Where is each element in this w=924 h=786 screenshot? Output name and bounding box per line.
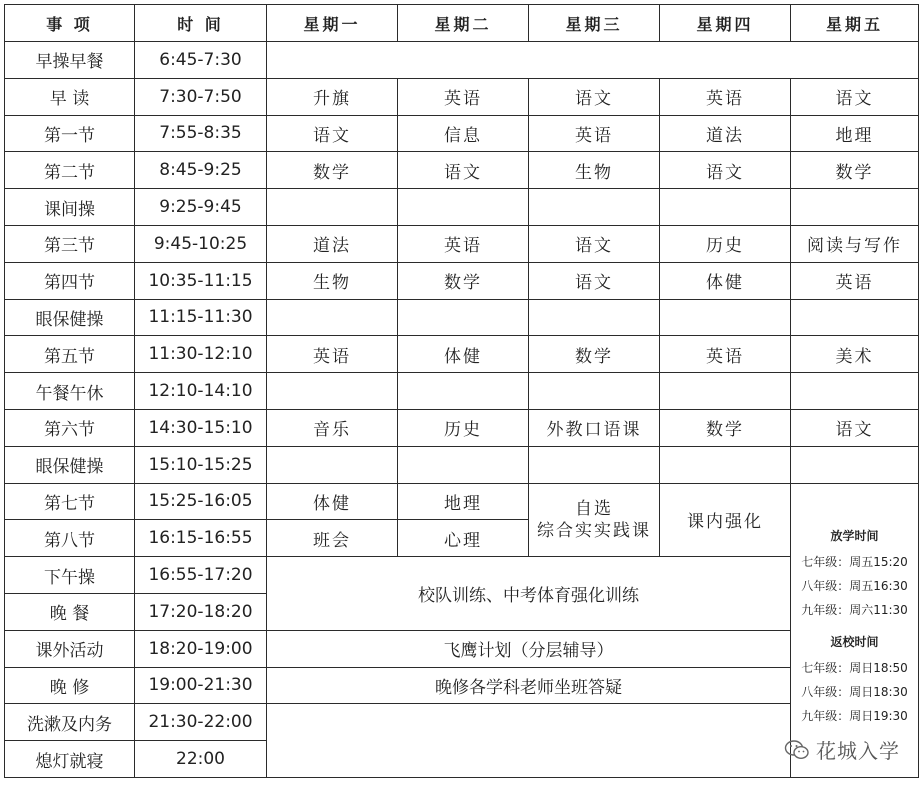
header-fri: 星期五 [791, 5, 919, 42]
row-time: 15:25-16:05 [135, 483, 267, 520]
class-cell [791, 446, 919, 483]
row-time: 7:55-8:35 [135, 115, 267, 152]
class-cell: 英语 [267, 336, 398, 373]
row-item: 第三节 [5, 225, 135, 262]
leave-time-title: 放学时间 [830, 529, 879, 544]
feiying-cell: 飞鹰计划（分层辅导） [267, 630, 791, 667]
table-row [5, 557, 919, 594]
class-cell [529, 373, 660, 410]
row-item: 晚 修 [5, 667, 135, 704]
class-cell: 体健 [267, 483, 398, 520]
class-cell: 生物 [529, 152, 660, 189]
row-time: 8:45-9:25 [135, 152, 267, 189]
wechat-icon [784, 739, 810, 761]
table-row [5, 336, 919, 373]
watermark [784, 735, 900, 764]
elective-line-2: 综合实实践课 [537, 520, 651, 541]
class-cell: 语文 [529, 262, 660, 299]
class-cell [267, 299, 398, 336]
row-time: 9:25-9:45 [135, 189, 267, 226]
class-cell [791, 299, 919, 336]
header-thu: 星期四 [660, 5, 791, 42]
table-row [5, 667, 919, 704]
class-cell: 数学 [660, 409, 791, 446]
class-cell [529, 299, 660, 336]
class-cell: 道法 [660, 115, 791, 152]
row-time: 22:00 [135, 741, 267, 778]
class-cell [791, 189, 919, 226]
header-time: 时 间 [135, 5, 267, 42]
class-cell [660, 299, 791, 336]
return-time-group [791, 632, 918, 728]
class-cell: 语文 [398, 152, 529, 189]
leave-time-line: 九年级：周六11:30 [801, 603, 908, 618]
class-cell [529, 446, 660, 483]
table-row [5, 446, 919, 483]
row-time: 19:00-21:30 [135, 667, 267, 704]
row-item: 第四节 [5, 262, 135, 299]
row-item: 第七节 [5, 483, 135, 520]
class-cell [267, 446, 398, 483]
row-time: 6:45-7:30 [135, 42, 267, 79]
return-time-line: 八年级：周日18:30 [801, 685, 908, 700]
class-cell [398, 446, 529, 483]
class-cell [529, 189, 660, 226]
class-cell: 语文 [660, 152, 791, 189]
class-cell: 心理 [398, 520, 529, 557]
row-item: 第二节 [5, 152, 135, 189]
class-cell: 历史 [660, 225, 791, 262]
row-time: 10:35-11:15 [135, 262, 267, 299]
row-item: 早 读 [5, 78, 135, 115]
row-item: 午餐午休 [5, 373, 135, 410]
elective-line-1: 自选 [575, 498, 613, 519]
class-cell [660, 189, 791, 226]
elective-cell [529, 483, 660, 557]
class-cell: 美术 [791, 336, 919, 373]
table-row [5, 225, 919, 262]
table-row [5, 78, 919, 115]
leave-time-line: 七年级：周五15:20 [801, 555, 908, 570]
class-cell: 地理 [791, 115, 919, 152]
row-time: 14:30-15:10 [135, 409, 267, 446]
row-item: 洗漱及内务 [5, 704, 135, 741]
header-mon: 星期一 [267, 5, 398, 42]
class-cell [398, 299, 529, 336]
header-item: 事 项 [5, 5, 135, 42]
row-time: 16:15-16:55 [135, 520, 267, 557]
training-cell: 校队训练、中考体育强化训练 [267, 557, 791, 631]
row-time: 9:45-10:25 [135, 225, 267, 262]
class-cell [791, 373, 919, 410]
row-item: 第六节 [5, 409, 135, 446]
class-cell: 阅读与写作 [791, 225, 919, 262]
header-wed: 星期三 [529, 5, 660, 42]
class-cell: 语文 [529, 78, 660, 115]
class-cell: 体健 [398, 336, 529, 373]
row-time: 7:30-7:50 [135, 78, 267, 115]
class-cell: 体健 [660, 262, 791, 299]
class-cell: 道法 [267, 225, 398, 262]
class-cell [267, 373, 398, 410]
class-cell: 数学 [529, 336, 660, 373]
class-cell: 语文 [791, 78, 919, 115]
watermark-text: 花城入学 [816, 739, 900, 763]
row-time: 16:55-17:20 [135, 557, 267, 594]
class-cell [398, 373, 529, 410]
row-time: 18:20-19:00 [135, 630, 267, 667]
reinforce-cell: 课内强化 [660, 483, 791, 557]
table-row [5, 299, 919, 336]
side-info-cell [791, 483, 919, 777]
table-row [5, 42, 919, 79]
row-time: 11:15-11:30 [135, 299, 267, 336]
table-row [5, 115, 919, 152]
row-time: 11:30-12:10 [135, 336, 267, 373]
class-cell: 外教口语课 [529, 409, 660, 446]
row-time: 21:30-22:00 [135, 704, 267, 741]
header-row [5, 5, 919, 42]
class-cell: 数学 [267, 152, 398, 189]
table-row [5, 630, 919, 667]
table-row [5, 704, 919, 741]
class-cell: 语文 [267, 115, 398, 152]
schedule-table [4, 4, 919, 778]
row-time: 12:10-14:10 [135, 373, 267, 410]
row-item: 早操早餐 [5, 42, 135, 79]
row-item: 眼保健操 [5, 446, 135, 483]
row-item: 眼保健操 [5, 299, 135, 336]
empty-cell [267, 704, 791, 778]
row-item: 第五节 [5, 336, 135, 373]
row-time: 17:20-18:20 [135, 593, 267, 630]
class-cell [267, 189, 398, 226]
class-cell: 英语 [660, 336, 791, 373]
class-cell [398, 189, 529, 226]
leave-time-group [791, 526, 918, 622]
class-cell: 英语 [398, 78, 529, 115]
header-tue: 星期二 [398, 5, 529, 42]
class-cell: 生物 [267, 262, 398, 299]
row-item: 熄灯就寝 [5, 741, 135, 778]
table-row [5, 373, 919, 410]
row-item: 下午操 [5, 557, 135, 594]
class-cell: 语文 [791, 409, 919, 446]
class-cell: 地理 [398, 483, 529, 520]
row-time: 15:10-15:25 [135, 446, 267, 483]
class-cell [660, 373, 791, 410]
class-cell: 语文 [529, 225, 660, 262]
return-time-line: 九年级：周日19:30 [801, 709, 908, 724]
table-row [5, 262, 919, 299]
class-cell [660, 446, 791, 483]
table-row [5, 189, 919, 226]
table-row [5, 152, 919, 189]
class-cell: 英语 [398, 225, 529, 262]
evening-study-cell: 晚修各学科老师坐班答疑 [267, 667, 791, 704]
class-cell: 英语 [791, 262, 919, 299]
row-item: 课外活动 [5, 630, 135, 667]
table-row [5, 409, 919, 446]
row-item: 第一节 [5, 115, 135, 152]
class-cell: 音乐 [267, 409, 398, 446]
class-cell: 英语 [529, 115, 660, 152]
class-cell: 英语 [660, 78, 791, 115]
class-cell: 数学 [791, 152, 919, 189]
class-cell: 班会 [267, 520, 398, 557]
leave-time-line: 八年级：周五16:30 [801, 579, 908, 594]
class-cell: 升旗 [267, 78, 398, 115]
empty-cell [267, 42, 919, 79]
row-item: 晚 餐 [5, 593, 135, 630]
class-cell: 数学 [398, 262, 529, 299]
row-item: 课间操 [5, 189, 135, 226]
class-cell: 历史 [398, 409, 529, 446]
class-cell: 信息 [398, 115, 529, 152]
row-item: 第八节 [5, 520, 135, 557]
return-time-title: 返校时间 [830, 635, 879, 650]
return-time-line: 七年级：周日18:50 [801, 661, 908, 676]
table-row [5, 483, 919, 520]
